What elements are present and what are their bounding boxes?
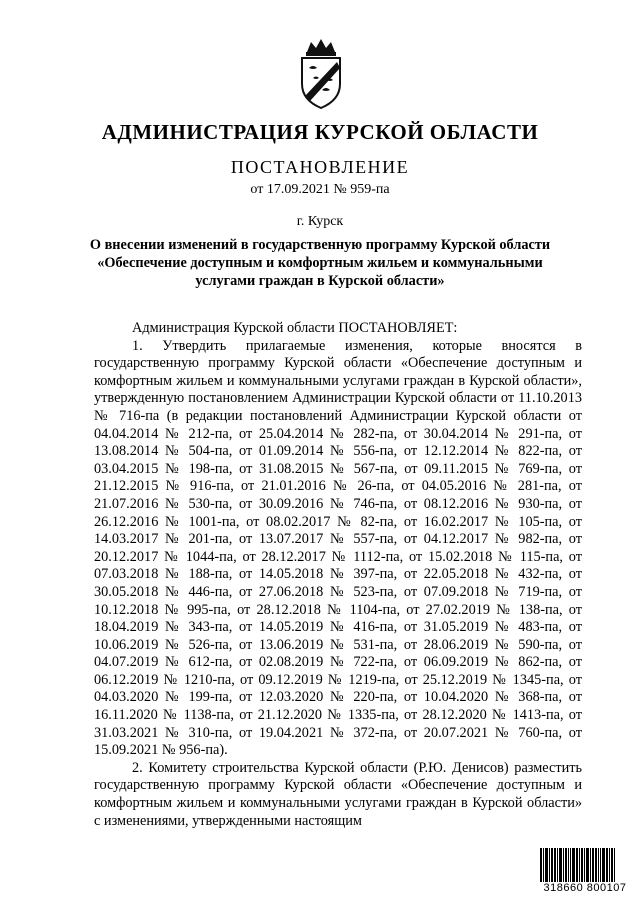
organization-title: АДМИНИСТРАЦИЯ КУРСКОЙ ОБЛАСТИ bbox=[101, 120, 539, 144]
coat-of-arms-emblem bbox=[297, 38, 345, 110]
document-type: ПОСТАНОВЛЕНИЕ bbox=[230, 157, 410, 177]
body-intro: Администрация Курской области ПОСТАНОВЛЯЕТ: bbox=[132, 320, 458, 336]
document-subject: О внесении изменений в государственную программу Курской области «Обеспечение доступным и комфортным жильем и коммунальными услугами граждан в Курской области» bbox=[89, 237, 551, 289]
document-city: г. Курск bbox=[296, 214, 344, 229]
document-date-number: от 17.09.2021 № 959-па bbox=[250, 182, 390, 197]
barcode bbox=[540, 848, 630, 894]
document-body bbox=[94, 320, 582, 830]
body-paragraph-2: 2. Комитету строительства Курской области (Р.Ю. Денисов) разместить государственную программу Курской области «Обеспечение доступным и комфортным жильем и коммунальными услугами граждан в Курской области» с изменениями, утвержденными настоящим bbox=[94, 759, 582, 829]
barcode-number: 318660 800107 bbox=[543, 882, 627, 894]
barcode-bars bbox=[540, 848, 630, 882]
body-paragraph-1: 1. Утвердить прилагаемые изменения, которые вносятся в государственную программу Курской области «Обеспечение доступным и комфортным жильем и коммунальными услугами граждан в Курской области», утвержденную постановлением Администрации Курской области от 11.10.2013 № 716-па (в редакции постановлений Администрации Курской области от 04.04.2014 № 212-па, от 25.04.2014 № 282-па, от 30.04.2014 № 291-па, от 13.08.2014 № 504-па, от 01.09.2014 № 556-па, от 12.12.2014 № 822-па, от 03.04.2015 № 198-па, от 31.08.2015 № 567-па, от 09.11.2015 № 769-па, от 21.12.2015 № 916-па, от 21.01.2016 № 26-па, от 04.05.2016 № 281-па, от 21.07.2016 № 530-па, от 30.09.2016 № 746-па, от 08.12.2016 № 930-па, от 26.12.2016 № 1001-па, от 08.02.2017 № 82-па, от 16.02.2017 № 105-па, от 14.03.2017 № 201-па, от 13.07.2017 № 557-па, от 04.12.2017 № 982-па, от 20.12.2017 № 1044-па, от 28.12.2017 № 1112-па, от 15.02.2018 № 115-па, от 07.03.2018 № 188-па, от 14.05.2018 № 397-па, от 22.05.2018 № 432-па, от 30.05.2018 № 446-па, от 27.06.2018 № 523-па, от 07.09.2018 № 719-па, от 10.12.2018 № 995-па, от 28.12.2018 № 1104-па, от 27.02.2019 № 138-па, от 18.04.2019 № 343-па, от 14.05.2019 № 416-па, от 31.05.2019 № 483-па, от 10.06.2019 № 526-па, от 13.06.2019 № 531-па, от 28.06.2019 № 590-па, от 04.07.2019 № 612-па, от 02.08.2019 № 722-па, от 06.09.2019 № 862-па, от 06.12.2019 № 1210-па, от 09.12.2019 № 1219-па, от 25.12.2019 № 1345-па, от 04.03.2020 № 199-па, от 12.03.2020 № 220-па, от 10.04.2020 № 368-па, от 16.11.2020 № 1138-па, от 21.12.2020 № 1335-па, от 28.12.2020 № 1413-па, от 31.03.2021 № 310-па, от 19.04.2021 № 372-па, от 20.07.2021 № 760-па, от 15.09.2021 № 956-па). bbox=[94, 337, 582, 759]
